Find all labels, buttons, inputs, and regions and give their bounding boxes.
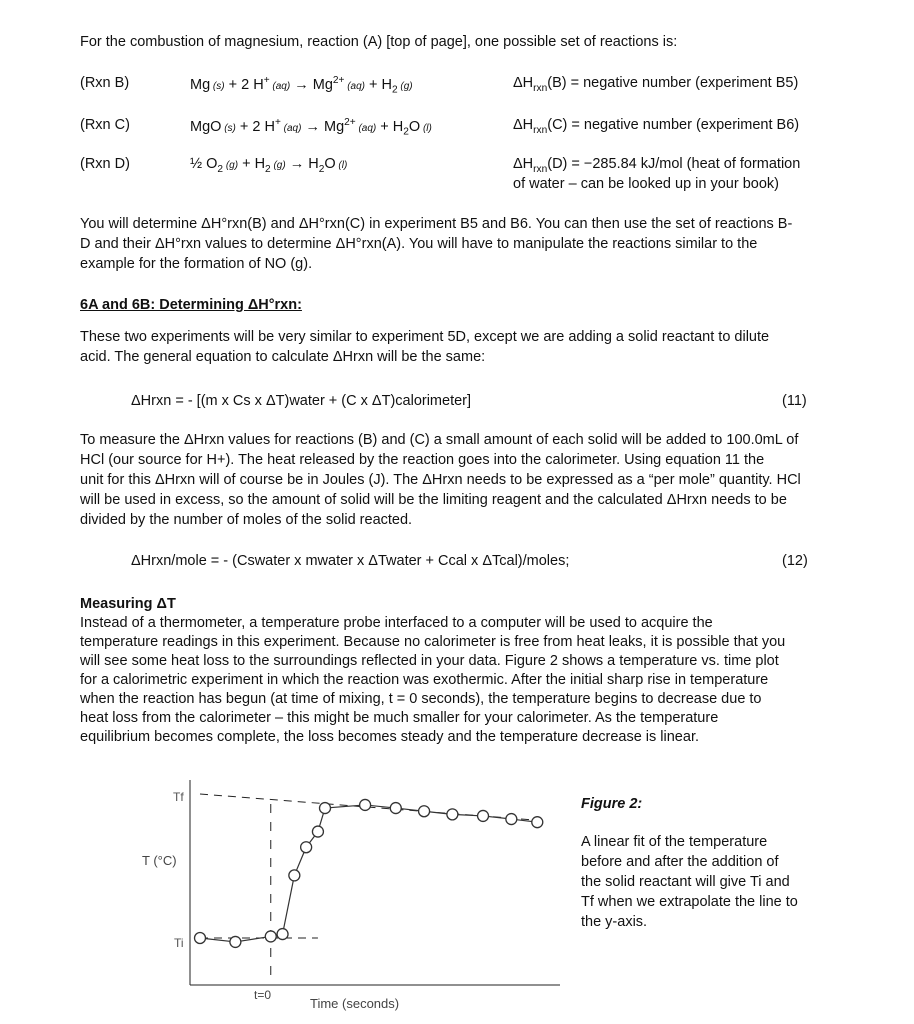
para3-line2: HCl (our source for H+). The heat released by the reaction goes into the calorimeter. Using equation 11 the <box>80 452 765 468</box>
equation-12-number: (12) <box>782 553 808 569</box>
para4-line6: heat loss from the calorimeter – this might be much smaller for your calorimeter. As the temperature <box>80 710 719 726</box>
rxn-b-enthalpy: $\Delta H_{rxn}(B)$ = negative number (experiment B5) <box>513 75 799 94</box>
data-point <box>320 803 331 814</box>
x-axis-label: Time (seconds) <box>310 996 400 1011</box>
para4-line7: equilibrium becomes complete, the loss becomes steady and the temperature decrease is linear. <box>80 729 699 745</box>
data-point <box>265 931 276 942</box>
data-point <box>289 870 300 881</box>
para3-line4: will be used in excess, so the amount of solid will be the limiting reagent and the calculated ΔHrxn needs to be <box>80 492 787 508</box>
para4-line5: when the reaction has begun (at time of mixing, t = 0 seconds), the temperature begins to decrease due to <box>80 691 762 707</box>
rxn-d-enthalpy-cont: of water – can be looked up in your book) <box>513 176 779 192</box>
para4-line2: temperature readings in this experiment. Because no calorimeter is free from heat leaks, it is possible that you <box>80 634 786 650</box>
data-point <box>478 810 489 821</box>
para1-line2: D and their ΔH°rxn values to determine ΔH°rxn(A). You will have to manipulate the reactions similar to the <box>80 236 758 252</box>
rxn-b-label: (Rxn B) <box>80 75 130 91</box>
para4-line3: will see some heat loss to the surroundings reflected in your data. Figure 2 shows a temperature vs. time plot <box>80 653 779 669</box>
para1-line1: You will determine ΔH°rxn(B) and ΔH°rxn(C) in experiment B5 and B6. You can then use the set of reactions B- <box>80 216 793 232</box>
para3-line1: To measure the ΔHrxn values for reactions (B) and (C) a small amount of each solid will be added to 100.0mL of <box>80 432 799 448</box>
figure-caption-title: Figure 2: <box>581 796 643 812</box>
data-point <box>230 936 241 947</box>
equation-12: ΔHrxn/mole = - (Cswater x mwater x ΔTwater + Ccal x ΔTcal)/moles; <box>131 553 570 569</box>
figure-caption-line3: the solid reactant will give Ti and <box>581 874 790 890</box>
temperature-time-chart <box>130 775 570 1020</box>
figure-caption-line1: A linear fit of the temperature <box>581 834 768 850</box>
data-point <box>506 814 517 825</box>
para3-line5: divided by the number of moles of the solid reacted. <box>80 512 413 528</box>
data-point <box>195 933 206 944</box>
equation-11-number: (11) <box>782 393 807 409</box>
measuring-heading: Measuring ΔT <box>80 596 176 612</box>
rxn-d-enthalpy: $\Delta H_{rxn}(D) = -285.84$ kJ/mol (heat of formation <box>513 156 801 175</box>
rxn-b-equation: Mg (s) + 2 H+ $(aq) \to Mg^{2+}$ $(aq) + H_2$ (g) <box>190 75 413 96</box>
rxn-c-label: (Rxn C) <box>80 117 130 133</box>
data-point <box>360 799 371 810</box>
data-curve <box>200 805 537 942</box>
rxn-d-label: (Rxn D) <box>80 156 130 172</box>
para4-line1: Instead of a thermometer, a temperature probe interfaced to a computer will be used to acquire the <box>80 615 713 631</box>
figure-caption-line4: Tf when we extrapolate the line to <box>581 894 798 910</box>
intro-text: For the combustion of magnesium, reaction (A) [top of page], one possible set of reactions is: <box>80 34 678 50</box>
equation-11: ΔHrxn = - [(m x Cs x ΔT)water + (C x ΔT)calorimeter] <box>131 393 472 409</box>
para3-line3: unit for this ΔHrxn will of course be in Joules (J). The ΔHrxn needs to be expressed as a “per mole” quantity. HCl <box>80 472 801 488</box>
figure-caption-line5: the y-axis. <box>581 914 648 930</box>
para2-line2: acid. The general equation to calculate ΔHrxn will be the same: <box>80 349 486 365</box>
rxn-c-enthalpy: $\Delta H_{rxn}(C)$ = negative number (experiment B6) <box>513 117 800 136</box>
data-point <box>312 826 323 837</box>
data-point <box>277 929 288 940</box>
data-point <box>419 806 430 817</box>
para1-line3: example for the formation of NO (g). <box>80 256 313 272</box>
xtick-t0: t=0 <box>254 988 272 1002</box>
y-axis-label: T (°C) <box>142 853 177 868</box>
para4-line4: for a calorimetric experiment in which the reaction was exothermic. After the initial sharp rise in temperature <box>80 672 769 688</box>
rxn-d-equation: ½ $O_2$ $(g) + H_2$ $(g) \to H_2O$ (l) <box>190 156 348 175</box>
section-heading: 6A and 6B: Determining ΔH°rxn: <box>80 297 302 313</box>
data-point <box>390 803 401 814</box>
ytick-tf: Tf <box>173 790 184 804</box>
figure-caption-line2: before and after the addition of <box>581 854 779 870</box>
data-point <box>532 817 543 828</box>
ytick-ti: Ti <box>174 936 184 950</box>
data-point <box>447 809 458 820</box>
data-point <box>301 842 312 853</box>
para2-line1: These two experiments will be very similar to experiment 5D, except we are adding a solid reactant to dilute <box>80 329 770 345</box>
rxn-c-equation: MgO (s) + 2 H+ $(aq) \to Mg^{2+}$ $(aq) + H_2O$ (l) <box>190 117 432 138</box>
